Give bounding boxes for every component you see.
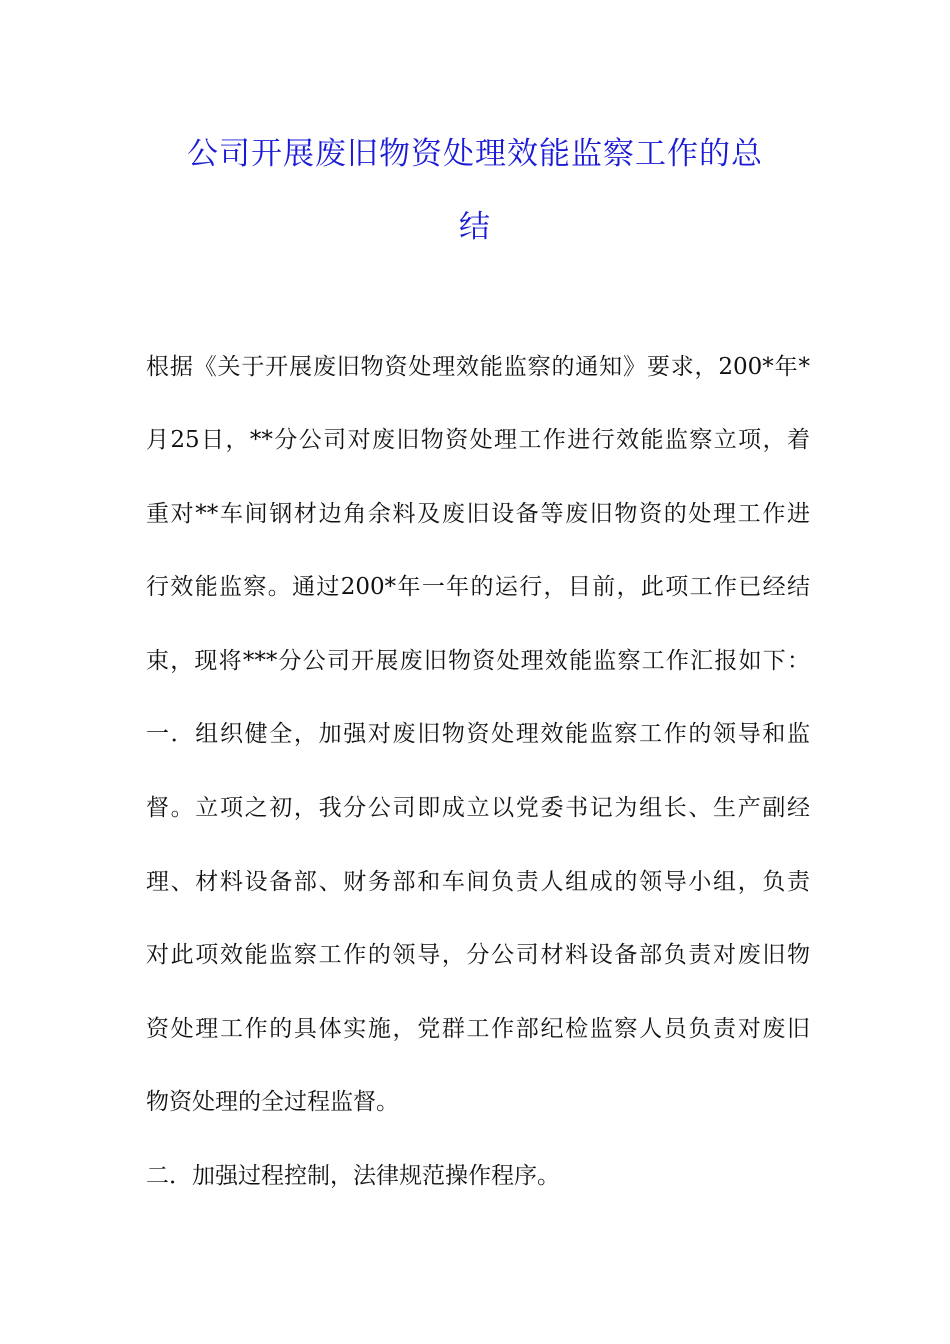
section-heading-2: 二．加强过程控制，法律规范操作程序。 bbox=[146, 1163, 560, 1189]
body-line-11: 物资处理的全过程监督。 bbox=[146, 1089, 399, 1115]
body-line-4: 行效能监察。通过200*年一年的运行，目前，此项工作已经结 bbox=[146, 574, 810, 600]
document-title-line-2: 结 bbox=[459, 209, 491, 245]
body-line-1: 根据《关于开展废旧物资处理效能监察的通知》要求，200*年* bbox=[146, 354, 810, 380]
body-line-6: 一．组织健全，加强对废旧物资处理效能监察工作的领导和监 bbox=[146, 721, 810, 747]
document-title-line-1: 公司开展废旧物资处理效能监察工作的总 bbox=[187, 136, 763, 172]
body-line-2: 月25日，**分公司对废旧物资处理工作进行效能监察立项，着 bbox=[146, 427, 810, 453]
body-line-7: 督。立项之初，我分公司即成立以党委书记为组长、生产副经 bbox=[146, 795, 810, 821]
body-line-5: 束，现将***分公司开展废旧物资处理效能监察工作汇报如下： bbox=[146, 648, 810, 674]
body-line-8: 理、材料设备部、财务部和车间负责人组成的领导小组，负责 bbox=[146, 869, 810, 895]
body-line-9: 对此项效能监察工作的领导，分公司材料设备部负责对废旧物 bbox=[146, 942, 810, 968]
body-line-3: 重对**车间钢材边角余料及废旧设备等废旧物资的处理工作进 bbox=[146, 501, 810, 527]
body-line-10: 资处理工作的具体实施，党群工作部纪检监察人员负责对废旧 bbox=[146, 1016, 810, 1042]
